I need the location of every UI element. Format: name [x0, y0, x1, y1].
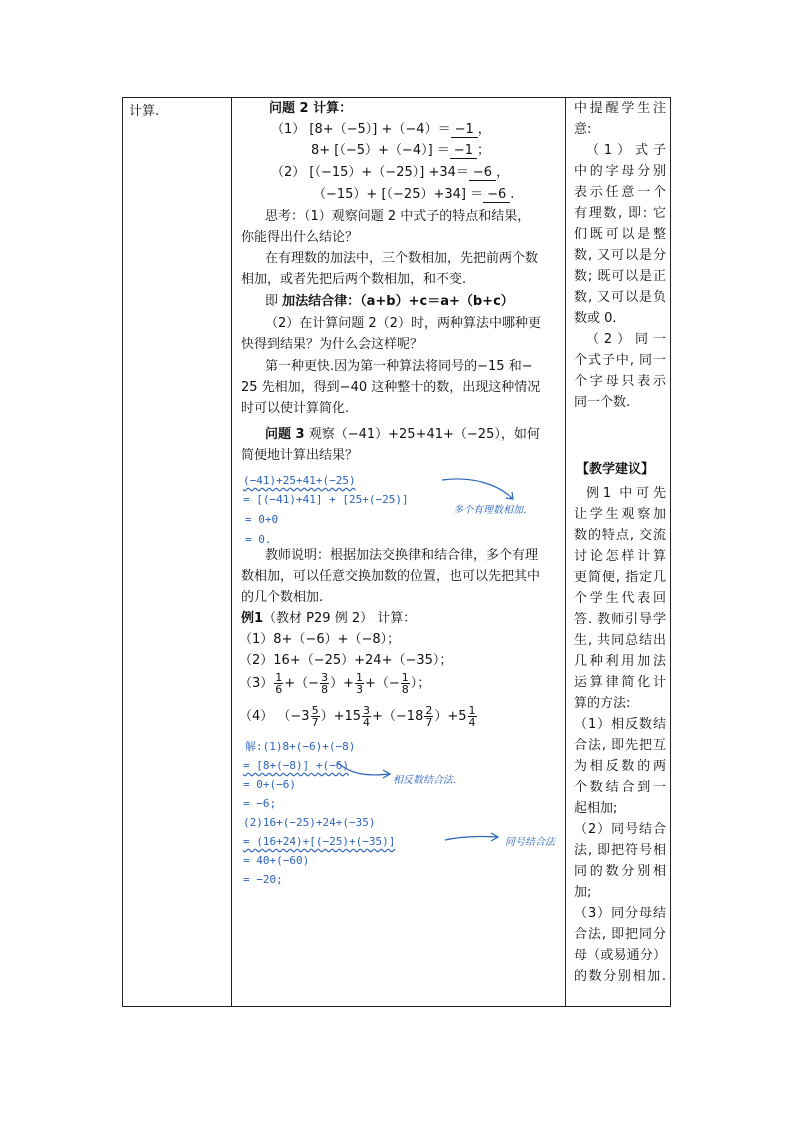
example-1-part-2: （2）16+（−25）+24+（−35）；: [239, 653, 453, 668]
conclusion-line-b: 相加，或者先把后两个数相加，和不变.: [241, 272, 467, 287]
note-line: 数, 又可以是分: [574, 248, 666, 263]
handwritten-step: = (16+24)+[(−25)+(−35)]: [243, 835, 396, 848]
handwritten-note: 相反数结合法.: [393, 775, 457, 786]
note-line: （2）同号结合: [574, 822, 666, 837]
note-line: （2）同一: [586, 332, 666, 347]
note-line: 数或 0.: [574, 311, 617, 326]
answer-blank: −1: [451, 122, 478, 138]
note-line: 例1 中可先: [586, 486, 666, 501]
note-line: 同一个数.: [574, 395, 631, 410]
answer-blank: −1: [450, 143, 477, 159]
handwritten-step: (2)16+(−25)+24+(−35): [243, 816, 376, 829]
think-1-line-a: 思考：（1）观察问题 2 中式子的特点和结果，: [265, 209, 531, 224]
note-line: 法, 即把符号相: [574, 843, 666, 858]
note-line: 个字母只表示: [574, 374, 666, 389]
example-1-part-1: （1）8+（−6）+（−8）；: [239, 632, 401, 647]
answer-line-b: 25 先相加，得到−40 这种整十的数，出现这种情况: [241, 380, 541, 395]
note-line: 让学生观察加: [574, 507, 666, 522]
example-1-part-4: （4） （−3 $\frac{5}{7}$ ）+15 $\frac{3}{4}$ +（−18 $\frac{2}{7}$ ）+5 $\frac{1}{4}$: [239, 704, 476, 729]
note-line: 们既可以是整: [574, 227, 666, 242]
handwritten-note: 多个有理数相加.: [453, 505, 527, 516]
stage-label: 计算.: [129, 104, 160, 119]
handwritten-step: = 0+(−6): [243, 778, 296, 791]
q3-line-a: 问题 3 观察（−41）+25+41+（−25），如何: [265, 427, 540, 442]
answer-blank: −6: [483, 187, 510, 203]
arrow-icon: [337, 762, 397, 782]
q2-title: 问题 2 计算：: [269, 101, 353, 116]
advice-title: 【教学建议】: [576, 462, 655, 477]
handwritten-step: = −20;: [243, 873, 283, 886]
note-line: 加;: [574, 885, 592, 900]
column-divider-2: [565, 98, 566, 1006]
arrow-icon: [445, 832, 505, 848]
handwritten-step: = −6;: [243, 797, 277, 810]
handwritten-note: 同号结合法: [505, 837, 555, 848]
note-line: 意:: [574, 122, 592, 137]
note-line: （3）同分母结: [574, 906, 666, 921]
note-line: （1）式子: [586, 143, 666, 158]
note-line: 讨论怎样计算: [574, 549, 666, 564]
handwritten-step: = [8+(−8)] +(−6): [243, 759, 349, 772]
note-line: 合法, 即先把互: [574, 738, 666, 753]
handwritten-step: = [(−41)+41] + [25+(−25)]: [243, 493, 409, 506]
note-line: 数, 又可以是负: [574, 290, 666, 305]
handwritten-step: 解:(1)8+(−6)+(−8): [245, 740, 356, 753]
teacher-note-a: 教师说明：根据加法交换律和结合律，多个有理: [265, 548, 539, 563]
handwritten-step: = 0.: [245, 533, 272, 546]
example-1-title: 例1（教材 P29 例 2） 计算：: [241, 611, 417, 626]
associative-law: 即 加法结合律：（a+b）+c＝a+（b+c）: [265, 294, 514, 309]
note-line: 个式子中, 同一: [574, 353, 666, 368]
teacher-note-c: 的几个数相加.: [241, 590, 324, 605]
lesson-table: [122, 97, 671, 1007]
note-line: 有理数, 即: 它: [574, 206, 666, 221]
q2-line-2: 8+ [（−5）+（−4）] ＝ −1 ；: [311, 143, 490, 158]
handwritten-step: = 0+0: [245, 513, 279, 526]
conclusion-line-a: 在有理数的加法中，三个数相加，先把前两个数: [265, 251, 539, 266]
teacher-note-b: 数相加，可以任意交换加数的位置，也可以先把其中: [241, 569, 541, 584]
answer-line-c: 时可以使计算简化.: [241, 401, 350, 416]
note-line: 运算律简化计: [574, 675, 666, 690]
example-1-part-3: （3） $\frac{1}{6}$ +（− $\frac{3}{8}$ ）+ $\frac{1}{3}$ +（− $\frac{1}{8}$ ）；: [239, 671, 431, 696]
answer-blank: −6: [469, 165, 496, 181]
column-divider-1: [231, 98, 232, 1006]
handwritten-step: (−41)+25+41+(−25): [243, 474, 356, 487]
note-line: 数的特点, 交流: [574, 528, 666, 543]
note-line: 答. 教师引导学: [574, 612, 666, 627]
think-2-line-a: （2）在计算问题 2（2）时，两种算法中哪种更: [265, 316, 541, 331]
think-2-line-b: 快得到结果？为什么会这样呢？: [241, 337, 424, 352]
q3-title: 问题 3: [265, 427, 305, 442]
note-line: 算的方法:: [574, 696, 631, 711]
note-line: 合法, 即把同分: [574, 927, 666, 942]
q2-line-1: （1） [8+（−5）] +（−4）＝ −1 ，: [271, 122, 491, 137]
note-line: 更简便, 指定几: [574, 570, 666, 585]
q2-line-4: （−15）+ [（−25）+34] ＝ −6 .: [313, 187, 515, 202]
note-line: 数; 既可以是正: [574, 269, 666, 284]
answer-line-a: 第一种更快.因为第一种算法将同号的−15 和−: [265, 359, 533, 374]
note-line: （1）相反数结: [574, 717, 666, 732]
note-line: 生, 共同总结出: [574, 633, 666, 648]
note-line: 同的数分别相: [574, 864, 666, 879]
q2-line-3: （2） [（−15）+（−25）] +34＝ −6 ，: [271, 165, 510, 180]
note-line: 表示任意一个: [574, 185, 666, 200]
note-line: 中的字母分别: [574, 164, 666, 179]
think-1-line-b: 你能得出什么结论？: [241, 230, 359, 245]
note-line: 中提醒学生注: [574, 101, 666, 116]
note-line: 为相反数的两: [574, 759, 666, 774]
q3-line-b: 简便地计算出结果？: [241, 448, 359, 463]
note-line: 几种利用加法: [574, 654, 666, 669]
note-line: 母（或易通分）: [574, 948, 666, 963]
note-line: 个数结合到一: [574, 780, 666, 795]
note-line: 的数分别相加.: [574, 969, 666, 984]
note-line: 起相加;: [574, 801, 618, 816]
handwritten-step: = 40+(−60): [243, 854, 310, 867]
column-stage: [129, 100, 159, 119]
note-line: 个学生代表回: [574, 591, 666, 606]
